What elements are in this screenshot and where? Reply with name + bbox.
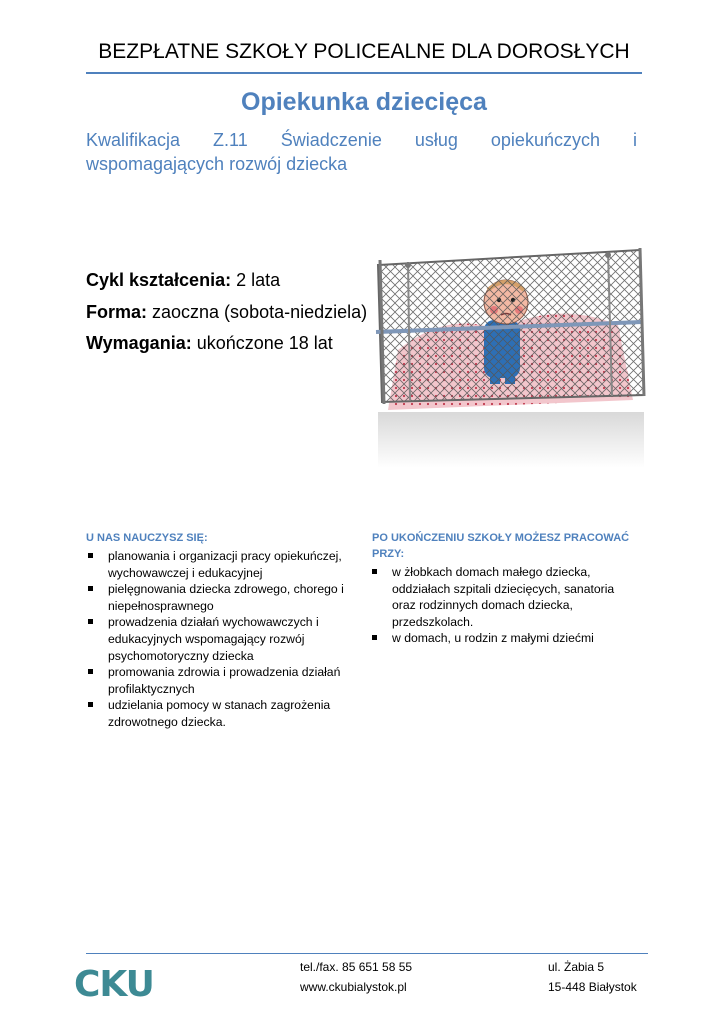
form-value: zaoczna (sobota-niedziela) [147, 302, 368, 322]
bullet-icon [88, 586, 93, 591]
requirements-label: Wymagania: [86, 333, 192, 353]
bullet-icon [372, 569, 377, 574]
list-item [370, 630, 630, 647]
list-item [370, 564, 630, 630]
list-item-text: w domach, u rodzin z małymi dziećmi [392, 631, 594, 646]
list-item [86, 548, 358, 581]
cycle-value: 2 lata [231, 270, 281, 290]
list-item-text: promowania zdrowia i prowadzenia działań profilaktycznych [108, 665, 341, 696]
list-item [86, 614, 358, 664]
footer-street: ul. Żabia 5 [548, 960, 605, 974]
work-list [370, 564, 630, 647]
footer-website[interactable]: www.ckubialystok.pl [300, 980, 407, 994]
qualification-subtitle: Kwalifikacja Z.11 Świadczenie usług opiekuńczych i wspomagających rozwój dziecka [86, 130, 637, 174]
baby-in-playpen-icon [368, 240, 650, 470]
list-item-text: pielęgnowania dziecka zdrowego, chorego i niepełnosprawnego [108, 582, 344, 613]
list-item-text: planowania i organizacji pracy opiekuńczej, wychowawczej i edukacyjnej [108, 549, 342, 580]
form-label: Forma: [86, 302, 148, 322]
form-info [86, 302, 367, 323]
cycle-label: Cykl kształcenia: [86, 270, 232, 290]
requirements-info [86, 333, 333, 354]
bullet-icon [372, 635, 377, 640]
bullet-icon [88, 553, 93, 558]
course-title: Opiekunka dziecięca [241, 88, 487, 116]
bullet-icon [88, 669, 93, 674]
header-divider [86, 72, 642, 74]
cycle-info [86, 270, 280, 291]
list-item [86, 697, 358, 730]
requirements-value: ukończone 18 lat [191, 333, 333, 353]
bullet-icon [88, 702, 93, 707]
work-heading: PO UKOŃCZENIU SZKOŁY MOŻESZ PRACOWAĆ PRZY: [372, 532, 630, 560]
footer-city: 15-448 Białystok [548, 980, 637, 994]
list-item-text: w żłobkach domach małego dziecka, oddziałach szpitali dziecięcych, sanatoria oraz rodzinnych domach dziecka, przedszkolach. [392, 565, 615, 629]
header-title: BEZPŁATNE SZKOŁY POLICEALNE DLA DOROSŁYCH [98, 40, 630, 63]
list-item [86, 664, 358, 697]
footer-phone: tel./fax. 85 651 58 55 [300, 960, 413, 974]
list-item [86, 581, 358, 614]
list-item-text: udzielania pomocy w stanach zagrożenia zdrowotnego dziecka. [108, 698, 331, 729]
footer-divider [86, 953, 648, 954]
list-item-text: prowadzenia działań wychowawczych i edukacyjnych wspomagający rozwój psychomotoryczny dziecka [108, 615, 319, 663]
svg-text:CKU: CKU [74, 964, 154, 1002]
cku-logo [72, 962, 172, 1002]
bullet-icon [88, 619, 93, 624]
learn-list [86, 548, 358, 731]
learn-heading: U NAS NAUCZYSZ SIĘ: [86, 532, 208, 544]
